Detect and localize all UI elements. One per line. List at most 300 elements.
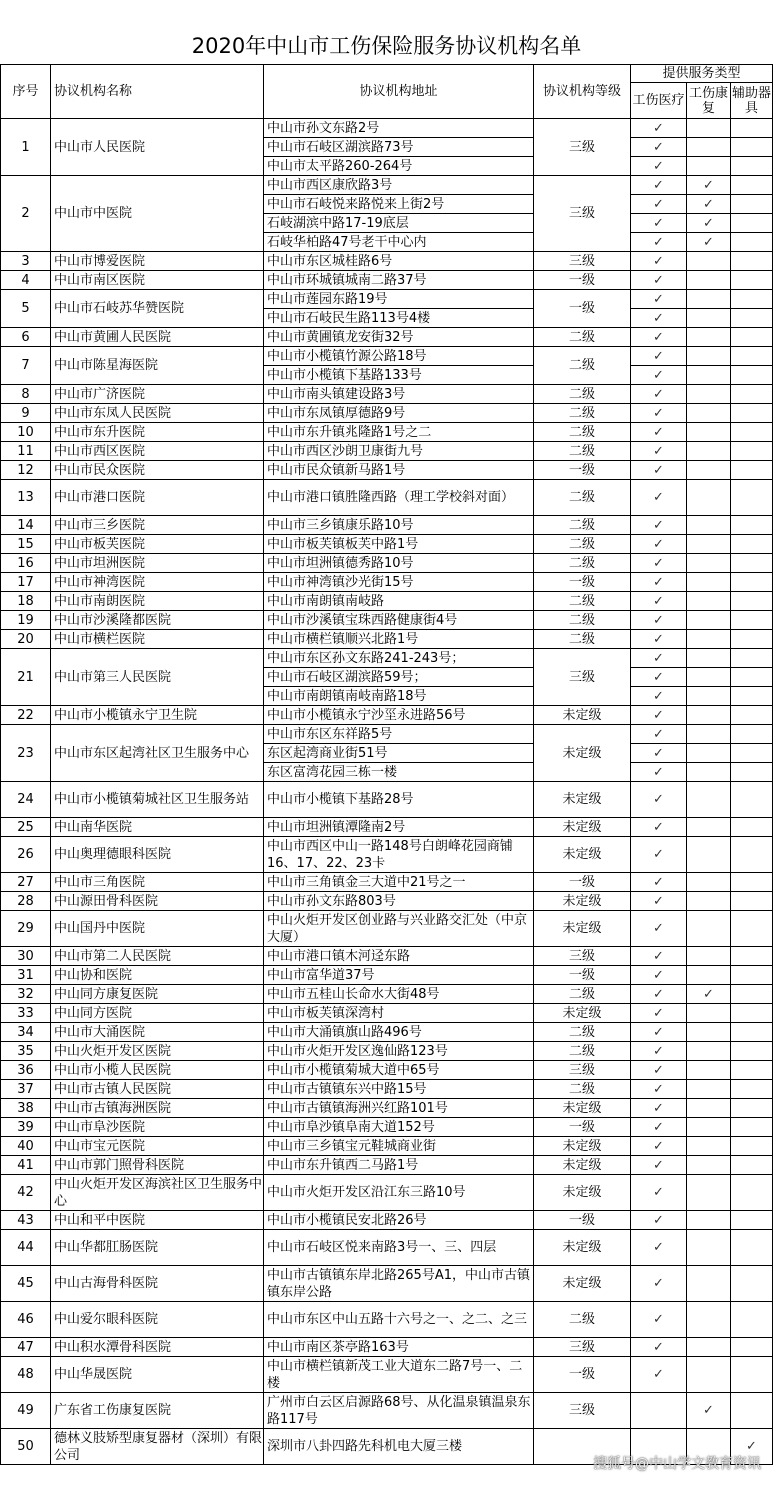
- check-medical: ✓: [631, 725, 687, 744]
- row-name: 中山同方康复医院: [51, 985, 264, 1004]
- row-level: 三级: [534, 1061, 631, 1080]
- row-name: 中山市小榄镇永宁卫生院: [51, 706, 264, 725]
- header-svc-aids: 辅助器具: [731, 83, 773, 119]
- row-seq: 40: [1, 1137, 51, 1156]
- check-rehab: [687, 649, 731, 668]
- check-medical: ✓: [631, 480, 687, 516]
- row-level: 二级: [534, 592, 631, 611]
- row-seq: 6: [1, 328, 51, 347]
- row-level: 二级: [534, 535, 631, 554]
- table-row: [1, 1357, 773, 1393]
- row-name: 中山南华医院: [51, 818, 264, 837]
- check-aids: [731, 818, 773, 837]
- check-medical: ✓: [631, 687, 687, 706]
- row-level: 一级: [534, 573, 631, 592]
- row-level: 未定级: [534, 1099, 631, 1118]
- check-medical: ✓: [631, 1338, 687, 1357]
- check-medical: ✓: [631, 423, 687, 442]
- table-row: [1, 1099, 773, 1118]
- row-seq: 15: [1, 535, 51, 554]
- row-address: 中山市坦洲镇德秀路10号: [264, 554, 534, 573]
- check-aids: [731, 1042, 773, 1061]
- row-name: 广东省工伤康复医院: [51, 1393, 264, 1429]
- check-aids: [731, 423, 773, 442]
- row-seq: 34: [1, 1023, 51, 1042]
- row-level: 三级: [534, 1393, 631, 1429]
- check-rehab: [687, 554, 731, 573]
- check-aids: [731, 985, 773, 1004]
- row-address: 石岐湖滨中路17-19底层: [264, 214, 534, 233]
- table-row: [1, 782, 773, 818]
- check-rehab: [687, 873, 731, 892]
- row-address: 中山市港口镇胜隆西路（理工学校斜对面）: [264, 480, 534, 516]
- check-aids: [731, 573, 773, 592]
- row-seq: 14: [1, 516, 51, 535]
- check-rehab: [687, 592, 731, 611]
- table-row: [1, 818, 773, 837]
- check-aids: [731, 837, 773, 873]
- check-rehab: [687, 328, 731, 347]
- document-title: 2020年中山市工伤保险服务协议机构名单: [191, 34, 582, 58]
- row-name: 中山和平中医院: [51, 1211, 264, 1230]
- check-aids: [731, 592, 773, 611]
- check-aids: [731, 1230, 773, 1266]
- row-seq: 44: [1, 1230, 51, 1266]
- row-level: 三级: [534, 649, 631, 706]
- row-seq: 26: [1, 837, 51, 873]
- check-rehab: [687, 480, 731, 516]
- check-aids: [731, 630, 773, 649]
- row-name: 中山市民众医院: [51, 461, 264, 480]
- check-medical: ✓: [631, 1137, 687, 1156]
- check-rehab: [687, 157, 731, 176]
- table-row: [1, 252, 773, 271]
- check-aids: [731, 1302, 773, 1338]
- check-medical: ✓: [631, 966, 687, 985]
- row-level: 一级: [534, 461, 631, 480]
- row-level: 二级: [534, 404, 631, 423]
- check-medical: ✓: [631, 1023, 687, 1042]
- header-service-group: 提供服务类型: [631, 65, 773, 83]
- check-rehab: [687, 706, 731, 725]
- row-level: 二级: [534, 385, 631, 404]
- check-rehab: [687, 1230, 731, 1266]
- check-aids: [731, 138, 773, 157]
- row-level: 三级: [534, 119, 631, 176]
- row-address: 中山市小榄镇下基路133号: [264, 366, 534, 385]
- check-rehab: [687, 309, 731, 328]
- row-address: 中山市东区东祥路5号: [264, 725, 534, 744]
- check-aids: [731, 252, 773, 271]
- check-medical: ✓: [631, 290, 687, 309]
- row-seq: 19: [1, 611, 51, 630]
- table-row: [1, 837, 773, 873]
- row-name: 中山火炬开发区海滨社区卫生服务中心: [51, 1175, 264, 1211]
- row-name: 中山市横栏医院: [51, 630, 264, 649]
- check-medical: ✓: [631, 535, 687, 554]
- row-address: 中山市东升镇西二马路1号: [264, 1156, 534, 1175]
- check-aids: [731, 1118, 773, 1137]
- row-level: 二级: [534, 480, 631, 516]
- check-aids: [731, 649, 773, 668]
- check-rehab: [687, 668, 731, 687]
- row-level: 一级: [534, 966, 631, 985]
- check-aids: [731, 1156, 773, 1175]
- table-row: [1, 119, 773, 138]
- check-rehab: [687, 1137, 731, 1156]
- check-aids: [731, 271, 773, 290]
- row-address: 中山市西区康欣路3号: [264, 176, 534, 195]
- check-medical: ✓: [631, 985, 687, 1004]
- row-address: 中山市民众镇新马路1号: [264, 461, 534, 480]
- check-aids: [731, 725, 773, 744]
- row-level: 二级: [534, 1042, 631, 1061]
- row-name: 中山市石岐苏华赞医院: [51, 290, 264, 328]
- check-medical: ✓: [631, 763, 687, 782]
- row-level: 一级: [534, 1118, 631, 1137]
- row-address: 中山火炬开发区创业路与兴业路交汇处（中京大厦）: [264, 911, 534, 947]
- table-row: [1, 1061, 773, 1080]
- row-address: 中山市莲园东路19号: [264, 290, 534, 309]
- row-level: 二级: [534, 516, 631, 535]
- check-aids: [731, 687, 773, 706]
- row-address: 中山市石岐区湖滨路59号；: [264, 668, 534, 687]
- row-name: 中山同方医院: [51, 1004, 264, 1023]
- row-address: 中山市西区中山一路148号白朗峰花园商铺16、17、22、23卡: [264, 837, 534, 873]
- table-row: [1, 985, 773, 1004]
- row-seq: 12: [1, 461, 51, 480]
- row-seq: 21: [1, 649, 51, 706]
- row-name: 中山市广济医院: [51, 385, 264, 404]
- check-medical: ✓: [631, 1266, 687, 1302]
- check-medical: ✓: [631, 1175, 687, 1211]
- row-address: 中山市火炬开发区逸仙路123号: [264, 1042, 534, 1061]
- row-address: 中山市港口镇木河迳东路: [264, 947, 534, 966]
- row-seq: 28: [1, 892, 51, 911]
- check-aids: [731, 911, 773, 947]
- header-seq: 序号: [1, 65, 51, 119]
- row-seq: 35: [1, 1042, 51, 1061]
- table-row: [1, 385, 773, 404]
- row-seq: 25: [1, 818, 51, 837]
- row-name: 中山源田骨科医院: [51, 892, 264, 911]
- check-medical: ✓: [631, 554, 687, 573]
- check-rehab: [687, 1061, 731, 1080]
- row-seq: 31: [1, 966, 51, 985]
- check-rehab: ✓: [687, 233, 731, 252]
- check-medical: ✓: [631, 818, 687, 837]
- row-level: 三级: [534, 947, 631, 966]
- check-rehab: [687, 1302, 731, 1338]
- check-rehab: [687, 385, 731, 404]
- check-medical: ✓: [631, 668, 687, 687]
- institution-table: [0, 64, 773, 1465]
- row-address: 中山市东凤镇厚德路9号: [264, 404, 534, 423]
- row-address: 中山市石岐区悦来南路3号一、三、四层: [264, 1230, 534, 1266]
- table-row: [1, 423, 773, 442]
- row-seq: 24: [1, 782, 51, 818]
- row-seq: 36: [1, 1061, 51, 1080]
- check-aids: [731, 176, 773, 195]
- check-medical: ✓: [631, 1080, 687, 1099]
- table-row: [1, 1080, 773, 1099]
- row-name: 中山市坦洲医院: [51, 554, 264, 573]
- check-aids: [731, 309, 773, 328]
- check-aids: [731, 404, 773, 423]
- table-row: [1, 1023, 773, 1042]
- row-level: 未定级: [534, 818, 631, 837]
- row-address: 中山市太平路260-264号: [264, 157, 534, 176]
- row-level: 未定级: [534, 911, 631, 947]
- row-level: 未定级: [534, 1156, 631, 1175]
- row-name: 中山华晟医院: [51, 1357, 264, 1393]
- row-address: 中山市古镇镇东岸北路265号A1，中山市古镇镇东岸公路: [264, 1266, 534, 1302]
- row-name: 中山市神湾医院: [51, 573, 264, 592]
- check-medical: ✓: [631, 706, 687, 725]
- check-medical: ✓: [631, 328, 687, 347]
- check-medical: ✓: [631, 119, 687, 138]
- check-medical: ✓: [631, 611, 687, 630]
- check-rehab: [687, 1080, 731, 1099]
- table-row: [1, 892, 773, 911]
- table-row: [1, 1156, 773, 1175]
- check-aids: ✓: [731, 1429, 773, 1465]
- check-aids: [731, 744, 773, 763]
- row-level: 二级: [534, 423, 631, 442]
- row-seq: 5: [1, 290, 51, 328]
- table-row: [1, 1211, 773, 1230]
- row-address: 中山市孙文东路2号: [264, 119, 534, 138]
- watermark: 搜狐号@中山学文教育资讯: [593, 1456, 761, 1472]
- check-medical: ✓: [631, 911, 687, 947]
- table-row: [1, 947, 773, 966]
- row-address: 中山市南朗镇南岐南路18号: [264, 687, 534, 706]
- table-row: [1, 347, 773, 366]
- row-address: 中山市东区中山五路十六号之一、之二、之三: [264, 1302, 534, 1338]
- row-address: 中山市富华道37号: [264, 966, 534, 985]
- check-rehab: [687, 290, 731, 309]
- row-seq: 4: [1, 271, 51, 290]
- check-rehab: [687, 347, 731, 366]
- row-level: 二级: [534, 1080, 631, 1099]
- row-address: 石岐华柏路47号老干中心内: [264, 233, 534, 252]
- table-row: [1, 1338, 773, 1357]
- table-row: [1, 1302, 773, 1338]
- check-rehab: [687, 782, 731, 818]
- table-row: [1, 554, 773, 573]
- check-rehab: [687, 1211, 731, 1230]
- table-row: [1, 461, 773, 480]
- table-row: [1, 176, 773, 195]
- row-address: 中山市大涌镇旗山路496号: [264, 1023, 534, 1042]
- row-name: 中山市宝元医院: [51, 1137, 264, 1156]
- row-level: 三级: [534, 176, 631, 252]
- row-address: 中山市石岐民生路113号4楼: [264, 309, 534, 328]
- row-address: 中山市环城镇城南二路37号: [264, 271, 534, 290]
- row-name: 德林义肢矫型康复器材（深圳）有限公司: [51, 1429, 264, 1465]
- row-seq: 29: [1, 911, 51, 947]
- check-aids: [731, 1061, 773, 1080]
- check-aids: [731, 1137, 773, 1156]
- row-address: 中山市东区孙文东路241-243号；: [264, 649, 534, 668]
- row-address: 中山市火炬开发区沿江东三路10号: [264, 1175, 534, 1211]
- table-row: [1, 873, 773, 892]
- check-aids: [731, 1357, 773, 1393]
- table-row: [1, 404, 773, 423]
- row-name: 中山市小榄人民医院: [51, 1061, 264, 1080]
- row-level: 二级: [534, 611, 631, 630]
- check-aids: [731, 1080, 773, 1099]
- check-medical: ✓: [631, 271, 687, 290]
- table-row: [1, 573, 773, 592]
- check-aids: [731, 157, 773, 176]
- row-level: 三级: [534, 252, 631, 271]
- check-medical: ✓: [631, 892, 687, 911]
- row-level: 未定级: [534, 782, 631, 818]
- row-address: 中山市小榄镇菊城大道中65号: [264, 1061, 534, 1080]
- check-aids: [731, 328, 773, 347]
- row-level: 一级: [534, 873, 631, 892]
- row-level: 二级: [534, 1302, 631, 1338]
- row-level: 二级: [534, 630, 631, 649]
- check-aids: [731, 1393, 773, 1429]
- row-seq: 38: [1, 1099, 51, 1118]
- row-address: 中山市古镇镇东兴中路15号: [264, 1080, 534, 1099]
- row-name: 中山国丹中医院: [51, 911, 264, 947]
- check-aids: [731, 214, 773, 233]
- row-seq: 1: [1, 119, 51, 176]
- row-address: 中山市南朗镇南岐路: [264, 592, 534, 611]
- table-row: [1, 1042, 773, 1061]
- check-medical: ✓: [631, 233, 687, 252]
- check-aids: [731, 535, 773, 554]
- header-address: 协议机构地址: [264, 65, 534, 119]
- check-medical: ✓: [631, 461, 687, 480]
- row-name: 中山市人民医院: [51, 119, 264, 176]
- row-level: 未定级: [534, 725, 631, 782]
- row-address: 中山市三乡镇康乐路10号: [264, 516, 534, 535]
- check-medical: ✓: [631, 649, 687, 668]
- header-svc-rehab: 工伤康复: [687, 83, 731, 119]
- row-address: 深圳市八卦四路先科机电大厦三楼: [264, 1429, 534, 1465]
- check-medical: [631, 1393, 687, 1429]
- row-level: 一级: [534, 271, 631, 290]
- check-rehab: [687, 138, 731, 157]
- check-medical: ✓: [631, 347, 687, 366]
- table-row: [1, 1266, 773, 1302]
- check-aids: [731, 1266, 773, 1302]
- check-aids: [731, 1004, 773, 1023]
- row-seq: 10: [1, 423, 51, 442]
- row-name: 中山市中医院: [51, 176, 264, 252]
- row-seq: 17: [1, 573, 51, 592]
- check-rehab: [687, 1099, 731, 1118]
- check-medical: ✓: [631, 630, 687, 649]
- row-seq: 3: [1, 252, 51, 271]
- check-rehab: [687, 404, 731, 423]
- row-name: 中山市南区医院: [51, 271, 264, 290]
- row-name: 中山火炬开发区医院: [51, 1042, 264, 1061]
- check-aids: [731, 461, 773, 480]
- check-aids: [731, 1211, 773, 1230]
- row-level: 未定级: [534, 1004, 631, 1023]
- row-name: 中山奥理德眼科医院: [51, 837, 264, 873]
- check-rehab: [687, 911, 731, 947]
- row-address: 东区起湾商业街51号: [264, 744, 534, 763]
- table-row: [1, 725, 773, 744]
- row-seq: 22: [1, 706, 51, 725]
- check-medical: ✓: [631, 573, 687, 592]
- check-rehab: [687, 837, 731, 873]
- check-medical: ✓: [631, 592, 687, 611]
- row-address: 中山市三角镇金三大道中21号之一: [264, 873, 534, 892]
- row-seq: 49: [1, 1393, 51, 1429]
- row-name: 中山市大涌医院: [51, 1023, 264, 1042]
- row-address: 中山市横栏镇顺兴北路1号: [264, 630, 534, 649]
- check-rehab: [687, 461, 731, 480]
- check-medical: ✓: [631, 176, 687, 195]
- row-name: 中山市博爱医院: [51, 252, 264, 271]
- check-rehab: ✓: [687, 176, 731, 195]
- row-level: 二级: [534, 554, 631, 573]
- row-name: 中山市小榄镇菊城社区卫生服务站: [51, 782, 264, 818]
- check-aids: [731, 782, 773, 818]
- row-seq: 18: [1, 592, 51, 611]
- table-row: [1, 1230, 773, 1266]
- row-seq: 46: [1, 1302, 51, 1338]
- check-medical: ✓: [631, 744, 687, 763]
- row-name: 中山市第三人民医院: [51, 649, 264, 706]
- check-rehab: ✓: [687, 195, 731, 214]
- row-seq: 41: [1, 1156, 51, 1175]
- table-row: [1, 1118, 773, 1137]
- row-address: 中山市坦洲镇潭隆南2号: [264, 818, 534, 837]
- row-name: 中山市第二人民医院: [51, 947, 264, 966]
- row-address: 广州市白云区启源路68号、从化温泉镇温泉东路117号: [264, 1393, 534, 1429]
- row-seq: 7: [1, 347, 51, 385]
- row-address: 中山市板芙镇深湾村: [264, 1004, 534, 1023]
- table-row: [1, 592, 773, 611]
- check-rehab: [687, 763, 731, 782]
- row-name: 中山市板芙医院: [51, 535, 264, 554]
- row-level: 二级: [534, 328, 631, 347]
- header-name: 协议机构名称: [51, 65, 264, 119]
- row-name: 中山协和医院: [51, 966, 264, 985]
- check-rehab: [687, 1357, 731, 1393]
- check-aids: [731, 119, 773, 138]
- row-name: 中山华都肛肠医院: [51, 1230, 264, 1266]
- check-aids: [731, 233, 773, 252]
- check-aids: [731, 1338, 773, 1357]
- row-address: 中山市南头镇建设路3号: [264, 385, 534, 404]
- row-seq: 39: [1, 1118, 51, 1137]
- check-aids: [731, 1023, 773, 1042]
- check-rehab: [687, 1004, 731, 1023]
- check-medical: ✓: [631, 157, 687, 176]
- check-aids: [731, 763, 773, 782]
- row-name: 中山市南朗医院: [51, 592, 264, 611]
- row-seq: 47: [1, 1338, 51, 1357]
- check-rehab: [687, 252, 731, 271]
- row-name: 中山市东区起湾社区卫生服务中心: [51, 725, 264, 782]
- check-medical: ✓: [631, 138, 687, 157]
- row-address: 东区富湾花园三栋一楼: [264, 763, 534, 782]
- row-name: 中山市古镇人民医院: [51, 1080, 264, 1099]
- table-row: [1, 966, 773, 985]
- row-level: 未定级: [534, 1230, 631, 1266]
- row-level: 一级: [534, 1211, 631, 1230]
- check-rehab: [687, 535, 731, 554]
